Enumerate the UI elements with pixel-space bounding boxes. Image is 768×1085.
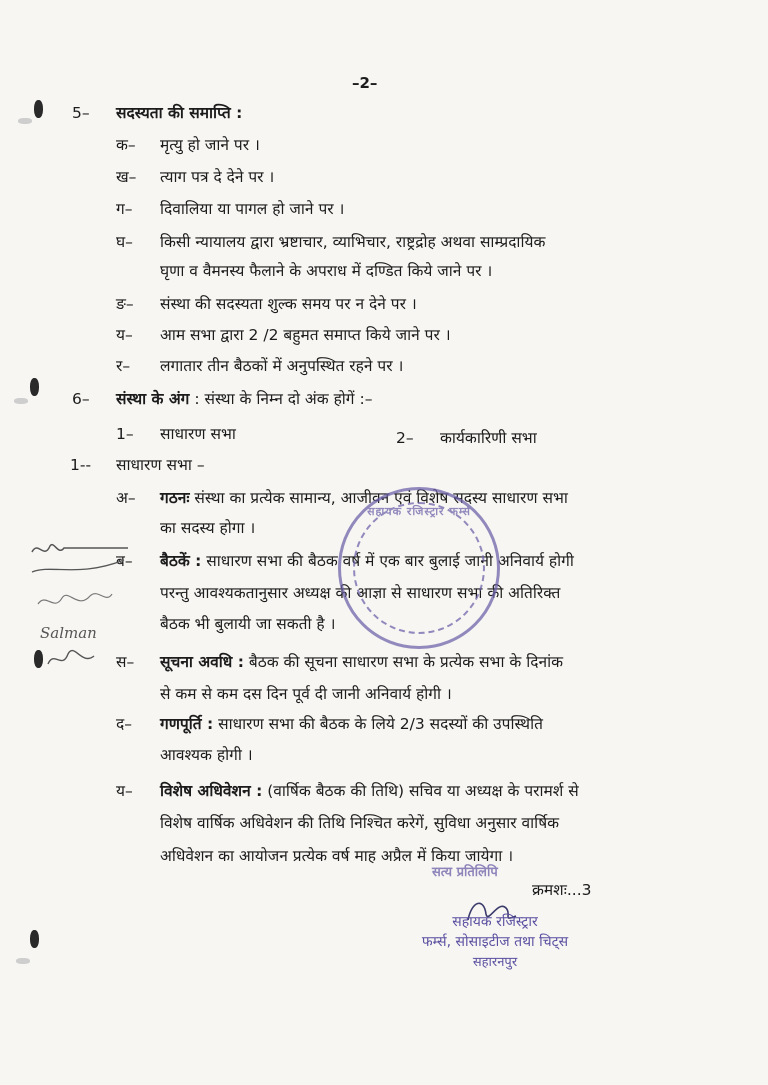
item-label: ख– bbox=[116, 168, 137, 186]
item-label: ब– bbox=[116, 552, 133, 570]
item-title: गणपूर्ति : bbox=[160, 715, 214, 733]
item-label: अ– bbox=[116, 489, 136, 507]
item-title: सूचना अवधि : bbox=[160, 653, 244, 671]
item-text: से कम से कम दस दिन पूर्व दी जानी अनिवार्य होगी । bbox=[160, 685, 452, 703]
scan-speck bbox=[16, 958, 30, 964]
item-label: र– bbox=[116, 357, 131, 375]
item-text: घृणा व वैमनस्य फैलाने के अपराध में दण्डित किये जाने पर । bbox=[160, 262, 493, 280]
item-body: (वार्षिक बैठक की तिथि) सचिव या अध्यक्ष के परामर्श से bbox=[267, 782, 579, 800]
margin-signatures bbox=[28, 538, 138, 678]
item-body: साधारण सभा की बैठक के लिये 2/3 सदस्यों की उपस्थिति bbox=[218, 715, 543, 733]
punch-hole-mark bbox=[34, 100, 43, 118]
true-copy-stamp: सत्य प्रतिलिपि bbox=[432, 865, 498, 880]
item-text bbox=[160, 652, 563, 672]
organ-1-name: साधारण सभा bbox=[160, 425, 236, 443]
item-body: बैठक की सूचना साधारण सभा के प्रत्येक सभा के दिनांक bbox=[248, 653, 563, 671]
item-text: लगातार तीन बैठकों में अनुपस्थित रहने पर । bbox=[160, 357, 404, 375]
item-text: आवश्यक होगी । bbox=[160, 746, 253, 764]
item-text bbox=[160, 714, 543, 734]
stamp-line-designation: सहायक रजिस्ट्रार bbox=[452, 914, 538, 930]
subsection-number: 1-- bbox=[70, 456, 92, 474]
punch-hole-mark bbox=[30, 378, 39, 396]
item-label: ङ– bbox=[116, 295, 134, 313]
item-text: अधिवेशन का आयोजन प्रत्येक वर्ष माह अप्रैल में किया जायेगा । bbox=[160, 847, 514, 865]
circular-seal bbox=[338, 487, 500, 649]
stamp-line-office: फर्म्स, सोसाइटीज तथा चिट्स bbox=[421, 934, 569, 950]
item-text: दिवालिया या पागल हो जाने पर । bbox=[160, 200, 345, 218]
item-text: किसी न्यायालय द्वारा भ्रष्टाचार, व्याभिचार, राष्ट्रद्रोह अथवा साम्प्रदायिक bbox=[160, 233, 546, 251]
section-6-heading: संस्था के अंग bbox=[116, 390, 190, 408]
item-text: परन्तु आवश्यकतानुसार अध्यक्ष की आज्ञा से साधारण सभा की अतिरिक्त bbox=[160, 584, 561, 602]
punch-hole-mark bbox=[30, 930, 39, 948]
item-body: संस्था का प्रत्येक सामान्य, आजीवन एवं विशेष सदस्य साधारण सभा bbox=[194, 489, 568, 507]
stamp-line-city: सहारनपुर bbox=[472, 955, 518, 970]
organ-2-number: 2– bbox=[396, 429, 414, 447]
item-label: क– bbox=[116, 136, 136, 154]
section-5-number: 5– bbox=[72, 104, 90, 122]
item-text: बैठक भी बुलायी जा सकती है । bbox=[160, 615, 336, 633]
item-text: मृत्यु हो जाने पर । bbox=[160, 136, 260, 154]
organ-2-name: कार्यकारिणी सभा bbox=[440, 429, 537, 447]
margin-signature-name: Salman bbox=[40, 624, 97, 642]
item-body: साधारण सभा की बैठक वर्ष में एक बार बुलाई जानी अनिवार्य होगी bbox=[206, 552, 574, 570]
item-text: का सदस्य होगा । bbox=[160, 519, 256, 537]
item-text bbox=[160, 781, 579, 801]
item-text: त्याग पत्र दे देने पर । bbox=[160, 168, 275, 186]
section-6-line bbox=[116, 389, 372, 409]
item-text: विशेष वार्षिक अधिवेशन की तिथि निश्चित करेगें, सुविधा अनुसार वार्षिक bbox=[160, 814, 560, 832]
item-label: स– bbox=[116, 653, 135, 671]
item-label: य– bbox=[116, 326, 133, 344]
item-title: बैठकें : bbox=[160, 552, 202, 570]
scan-speck bbox=[18, 118, 32, 124]
item-label: द– bbox=[116, 715, 132, 733]
item-text: संस्था की सदस्यता शुल्क समय पर न देने पर । bbox=[160, 295, 417, 313]
item-title: गठनः bbox=[160, 489, 190, 507]
item-label: घ– bbox=[116, 233, 133, 251]
seal-text: सहायक रजिस्ट्रार फर्म्स bbox=[367, 505, 471, 518]
continued-marker: क्रमशः...3 bbox=[532, 881, 592, 899]
section-5-heading: सदस्यता की समाप्ति : bbox=[116, 104, 243, 122]
organ-1-number: 1– bbox=[116, 425, 134, 443]
section-6-text: : संस्था के निम्न दो अंक होगें :– bbox=[194, 390, 373, 408]
scan-speck bbox=[14, 398, 28, 404]
item-title: विशेष अधिवेशन : bbox=[160, 782, 263, 800]
item-label: य– bbox=[116, 782, 133, 800]
item-text: आम सभा द्वारा 2 /2 बहुमत समाप्त किये जाने पर । bbox=[160, 326, 451, 344]
item-label: ग– bbox=[116, 200, 133, 218]
subsection-heading: साधारण सभा – bbox=[116, 456, 205, 474]
page-number: –2– bbox=[352, 74, 378, 92]
section-6-number: 6– bbox=[72, 390, 90, 408]
